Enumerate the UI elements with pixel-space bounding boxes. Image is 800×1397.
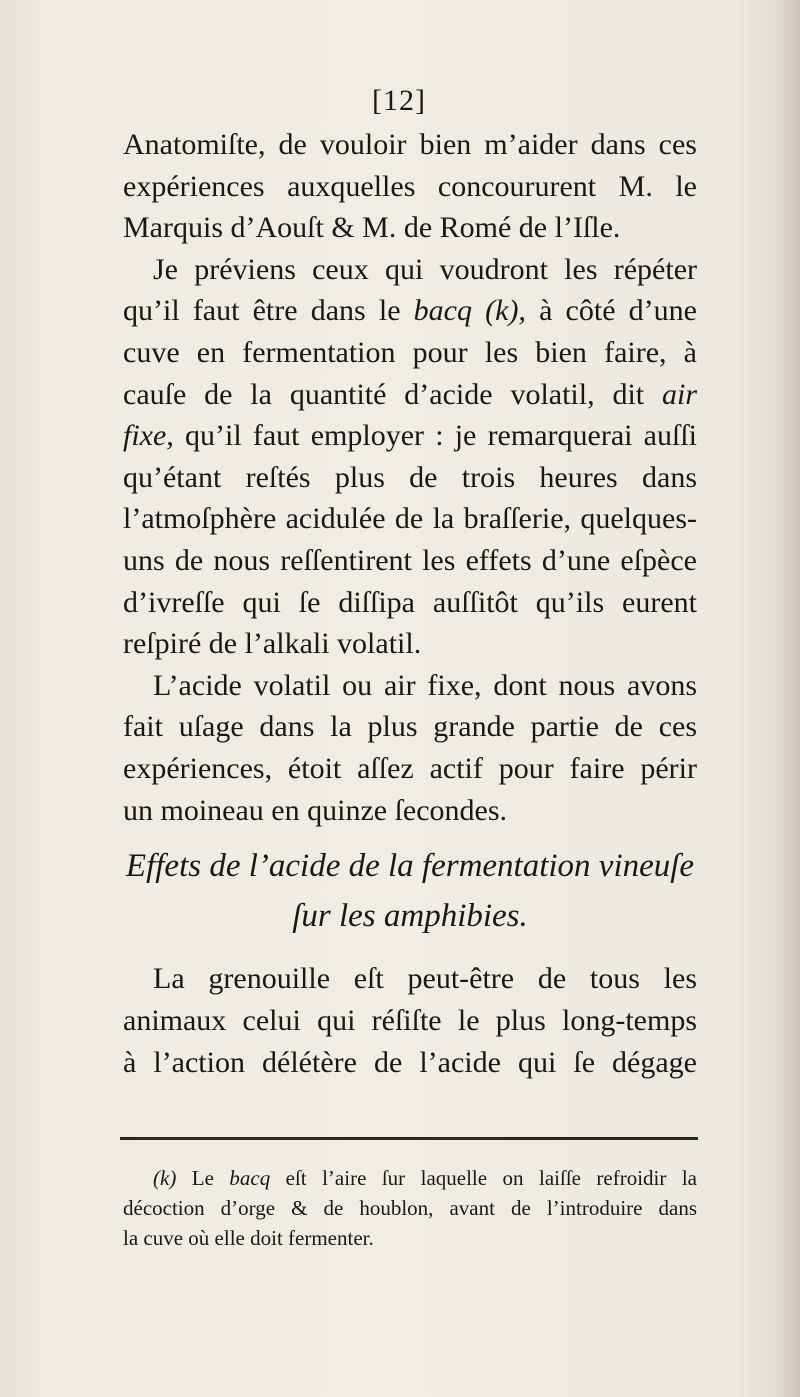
text-line: à l’action délétère de l’acide qui ſe dégage (123, 1046, 697, 1079)
text-run: eſt l’aire ſur laquelle on laiſſe refroidir la (270, 1166, 697, 1190)
paragraph-3 (123, 665, 697, 831)
section-heading-line-1: Effets de l’acide de la fermentation vineuſe (125, 848, 695, 884)
italic-term-air: air (661, 377, 697, 411)
page-edge-shadow (778, 0, 800, 1397)
paragraph-1 (123, 124, 697, 249)
italic-term-bacq: bacq (k), (413, 294, 526, 328)
text-line: expériences auxquelles concoururent M. le (123, 169, 697, 203)
text-run: à côté d’une (525, 294, 697, 328)
main-text-block (123, 124, 697, 831)
italic-term-fixe: fixe, (123, 419, 174, 453)
text-run: cauſe de la quantité d’acide volatil, dit (123, 377, 662, 411)
text-line: L’acide volatil ou air fixe, dont nous avons (153, 668, 697, 702)
section-heading-line-2: ſur les amphibies. (292, 898, 528, 934)
footnote-line: décoction d’orge & de houblon, avant de l’introduire dans (123, 1196, 697, 1220)
text-line (123, 290, 697, 332)
text-line: l’atmoſphère acidulée de la braſſerie, quelques- (123, 502, 697, 536)
text-line (123, 374, 697, 416)
text-line: Marquis d’Aouſt & M. de Romé de l’Iſle. (123, 211, 621, 245)
text-run: qu’il faut être dans le (123, 294, 414, 328)
footnote-rule (120, 1137, 698, 1140)
italic-term-bacq: bacq (229, 1166, 271, 1190)
text-line: fait uſage dans la plus grande partie de ces (123, 710, 697, 744)
text-line: cuve en fermentation pour les bien faire, à (123, 335, 697, 369)
text-line: animaux celui qui réſiſte le plus long-temps (123, 1004, 697, 1037)
text-line: reſpiré de l’alkali volatil. (123, 627, 422, 661)
page-number: [12] (372, 84, 426, 117)
text-line: La grenouille eſt peut-être de tous les (153, 962, 697, 995)
text-run: qu’il faut employer : je remarquerai auſſi (173, 419, 697, 453)
text-line: Anatomiſte, de vouloir bien m’aider dans ces (123, 128, 697, 161)
paragraph-2 (123, 249, 697, 665)
text-line: qu’étant reſtés plus de trois heures dans (123, 460, 697, 494)
text-line: uns de nous reſſentirent les effets d’une eſpèce (123, 543, 697, 577)
footnote-line (123, 1163, 697, 1193)
text-line (123, 415, 697, 457)
text-line: un moineau en quinze ſecondes. (123, 793, 508, 827)
text-line: expériences, étoit aſſez actif pour faire périr (123, 751, 697, 785)
text-line: d’ivreſſe qui ſe diſſipa auſſitôt qu’ils eurent (123, 585, 697, 619)
footnote (123, 1163, 697, 1253)
text-line: Je préviens ceux qui voudront les répéter (153, 252, 697, 286)
footnote-line: la cuve où elle doit fermenter. (123, 1226, 374, 1250)
text-run: Le (176, 1166, 230, 1190)
paragraph-4 (123, 958, 697, 1084)
footnote-marker: (k) (153, 1166, 177, 1190)
